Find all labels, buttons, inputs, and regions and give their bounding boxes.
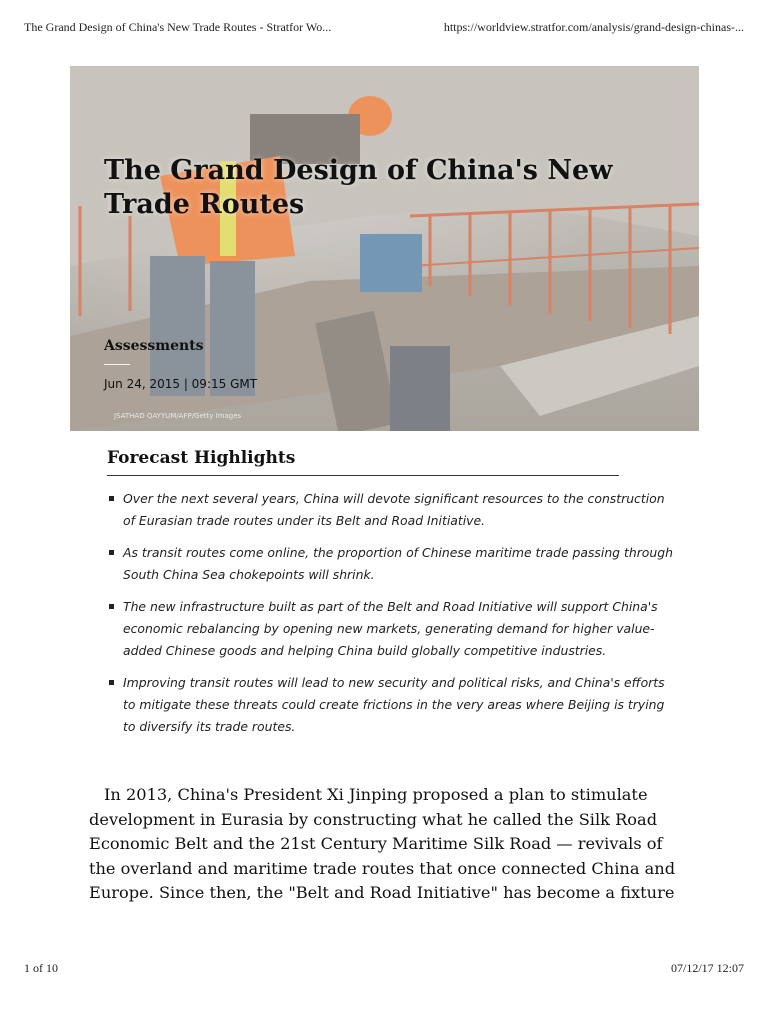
page-number: 1 of 10: [24, 961, 58, 975]
section-divider: [104, 364, 130, 365]
article-title: The Grand Design of China's New Trade Routes: [104, 155, 613, 220]
highlight-item: Improving transit routes will lead to new security and political risks, and China's efforts to mitigate these threats could create frictions in the very areas where Beijing is trying to diversify its trade routes.: [107, 672, 677, 738]
article-body-paragraph: In 2013, China's President Xi Jinping proposed a plan to stimulate development in Eurasia by constructing what he called the Silk Road Economic Belt and the 21st Century Maritime Silk Road — revivals of the overland and maritime trade routes that once connected China and Europe. Since then, the "Belt and Road Initiative" has become a fixture: [89, 785, 676, 902]
print-datetime: 07/12/17 12:07: [670, 961, 744, 975]
hero-image: [70, 66, 699, 431]
highlights-heading: Forecast Highlights: [107, 448, 619, 476]
highlights-list: [107, 488, 677, 738]
photo-credit: JSATHAD QAYYUM/AFP/Getty Images: [114, 412, 242, 420]
highlight-item: As transit routes come online, the proportion of Chinese maritime trade passing through South China Sea chokepoints will shrink.: [107, 542, 677, 586]
print-header: [24, 20, 744, 36]
highlight-item: Over the next several years, China will devote significant resources to the construction of Eurasian trade routes under its Belt and Road Initiative.: [107, 488, 677, 532]
print-footer: [24, 961, 744, 977]
section-label[interactable]: Assessments: [104, 338, 204, 354]
print-page-url: https://worldview.stratfor.com/analysis/grand-design-chinas-...: [443, 20, 744, 34]
print-page-title: The Grand Design of China's New Trade Routes - Stratfor Wo...: [24, 20, 332, 34]
forecast-highlights: [107, 448, 677, 748]
publish-date: Jun 24, 2015 | 09:15 GMT: [104, 377, 258, 391]
highlight-item: The new infrastructure built as part of the Belt and Road Initiative will support China's economic rebalancing by opening new markets, generating demand for higher value-added Chinese goods and helping China build globally competitive industries.: [107, 596, 677, 662]
